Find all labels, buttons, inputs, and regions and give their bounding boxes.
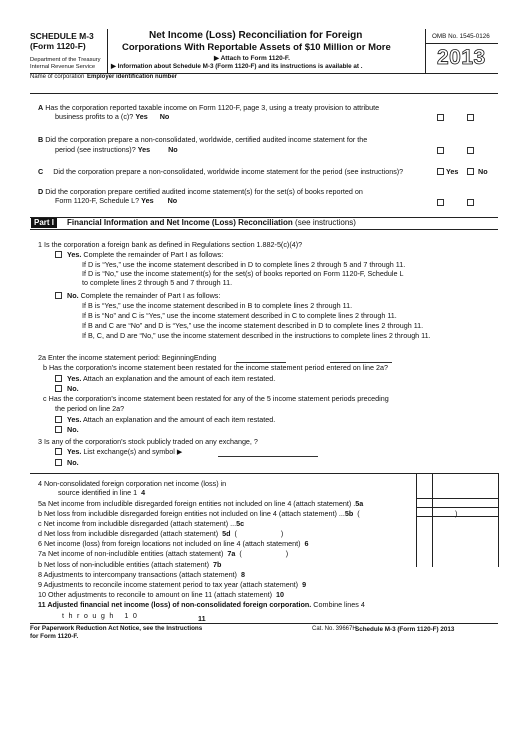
question-3: 3 Is any of the corporation's stock publicly traded on any exchange, ? [38,437,258,446]
irs-label: Internal Revenue Service [30,64,96,70]
line-11: 11 Adjusted financial net income (loss) of non-consolidated foreign corporation. Combine lines 4 [38,600,365,609]
line-7b: b Net loss of non-includible entities (attach statement) 7b [38,560,222,569]
schedule-title: SCHEDULE M-3 [30,31,94,41]
title-line-1: Net Income (Loss) Reconciliation for Foreign [149,30,363,41]
attach-note: ▶ Attach to Form 1120-F. [214,55,290,62]
q3-no-checkbox[interactable] [55,459,62,466]
line-4: 4 Non-consolidated foreign corporation net income (loss) in [38,479,227,488]
question-d-no-checkbox[interactable] [467,199,474,206]
q2c-yes-text: Yes. Attach an explanation and the amount of each item restated. [67,415,276,424]
form-number: (Form 1120-F) [30,41,86,51]
line-4-cont: source identified in line 1 4 [58,488,146,497]
question-c-yes-checkbox[interactable] [437,168,444,175]
q1-yes-text: Yes. Complete the remainder of Part I as follows: [67,250,224,259]
question-2b: b Has the corporation's income statement been restated for the income statement period entered on line 2a? [43,363,388,372]
q3-yes-checkbox[interactable] [55,448,62,455]
q1-no-sub-3: If B and C are “No” and D is “Yes,” use the income statement described in D to complete lines 2 through 11. [82,321,424,330]
q2b-yes-text: Yes. Attach an explanation and the amount of each item restated. [67,374,276,383]
q1-no-sub-4: If B, C, and D are “No,” use the income statement described in the instructions to complete lines 2 through 11. [82,331,431,340]
question-1: 1 Is the corporation a foreign bank as defined in Regulations section 1.882-5(c)(4)? [38,240,303,249]
question-c-no-label: No [478,167,488,176]
line-11-number: 11 [198,614,206,623]
q1-no-checkbox[interactable] [55,292,62,299]
line-11-cont: through 10 [62,611,142,620]
q3-yes-text: Yes. List exchange(s) and symbol ▶ [67,447,183,456]
line-9: 9 Adjustments to reconcile income statement period to tax year (attach statement) 9 [38,580,307,589]
question-b-no-checkbox[interactable] [467,147,474,154]
tax-year: 2013 [437,46,486,69]
question-b: B Did the corporation prepare a non-consolidated, worldwide, certified audited income statement for the [38,135,368,144]
part-label: Part I [31,218,57,228]
q2b-yes-checkbox[interactable] [55,375,62,382]
q1-no-sub-2: If B is “No” and C is “Yes,” use the income statement described in C to complete lines 2 through 11. [82,311,397,320]
question-a: A Has the corporation reported taxable income on Form 1120-F, page 3, using a treaty provision to attribute [38,103,380,112]
question-c: C Did the corporation prepare a non-consolidated, worldwide income statement for the period (see instructions)? [38,167,404,176]
footer-cat: Cat. No. 39667H [312,626,357,632]
q1-no-text: No. Complete the remainder of Part I as follows: [67,291,221,300]
question-a-no-checkbox[interactable] [467,114,474,121]
line-5b-paren: ) [455,509,458,518]
question-a-yes-checkbox[interactable] [437,114,444,121]
department: Department of the Treasury [30,57,101,63]
omb-number: OMB No. 1545-0126 [432,33,490,40]
question-2c-line2: the period on line 2a? [55,404,125,413]
question-d-yes-checkbox[interactable] [437,199,444,206]
ein-label: Employer identification number [87,74,178,80]
question-d: D Did the corporation prepare certified audited income statement(s) for the set(s) of books reported on [38,187,363,196]
q3-no-text: No. [67,458,79,467]
title-line-2: Corporations With Reportable Assets of $10 Million or More [122,42,391,53]
question-2a: 2a Enter the income statement period: BeginningEnding [38,353,217,362]
q2c-no-checkbox[interactable] [55,426,62,433]
q2c-yes-checkbox[interactable] [55,416,62,423]
question-c-yes-label: Yes [446,167,459,176]
line-5a: 5a Net income from includible disregarded foreign entities not included on line 4 (attach statement) .5a [38,499,364,508]
question-d-line2: Form 1120-F, Schedule L? Yes No [55,196,178,205]
footer-form: Schedule M-3 (Form 1120-F) 2013 [355,626,455,633]
q1-yes-sub-1: If D is “Yes,” use the income statement described in D to complete lines 2 through 5 and 7 through 11. [82,260,406,269]
q2b-no-text: No. [67,384,79,393]
line-5c: c Net income from includible disregarded (attach statement) ...5c [38,519,245,528]
part-title: Financial Information and Net Income (Loss) Reconciliation (see instructions) [67,218,356,227]
q2b-no-checkbox[interactable] [55,385,62,392]
exchange-symbol-field[interactable] [218,456,318,457]
line-6: 6 Net income (loss) from foreign locations not included on line 4 (attach statement) 6 [38,539,309,548]
line-10: 10 Other adjustments to reconcile to amount on line 11 (attach statement) 10 [38,590,284,599]
q1-yes-sub-2: If D is “No,” use the income statement(s) for the set(s) of books reported on Form 1120-F, Schedule L [82,269,404,278]
q2c-no-text: No. [67,425,79,434]
question-c-no-checkbox[interactable] [467,168,474,175]
line-7a: 7a Net income of non-includible entities (attach statement) 7a ( ) [38,549,289,558]
question-a-line2: business profits to a (c)? Yes No [55,112,170,121]
line-8: 8 Adjustments to intercompany transactions (attach statement) 8 [38,570,245,579]
line-5b: b Net loss from includible disregarded foreign entities not included on line 4 (attach statement) ...5b ( [38,509,360,518]
question-2c: c Has the corporation's income statement been restated for any of the 5 income statement periods preceding [43,394,389,403]
info-note: ▶ Information about Schedule M-3 (Form 1120-F) and its instructions is available at . [111,63,363,70]
name-label: Name of corporation [30,74,85,80]
footer-paperwork: For Paperwork Reduction Act Notice, see the Instructions [30,625,203,632]
question-b-yes-checkbox[interactable] [437,147,444,154]
q1-yes-sub-3: to complete lines 2 through 5 and 7 through 11. [82,278,233,287]
line-5d: d Net loss from includible disregarded (attach statement) 5d ( ) [38,529,284,538]
q1-yes-checkbox[interactable] [55,251,62,258]
question-b-line2: period (see instructions)? Yes No [55,145,178,154]
q1-no-sub-1: If B is “Yes,” use the income statement described in B to complete lines 2 through 11. [82,301,353,310]
footer-paperwork-2: for Form 1120-F. [30,633,79,640]
